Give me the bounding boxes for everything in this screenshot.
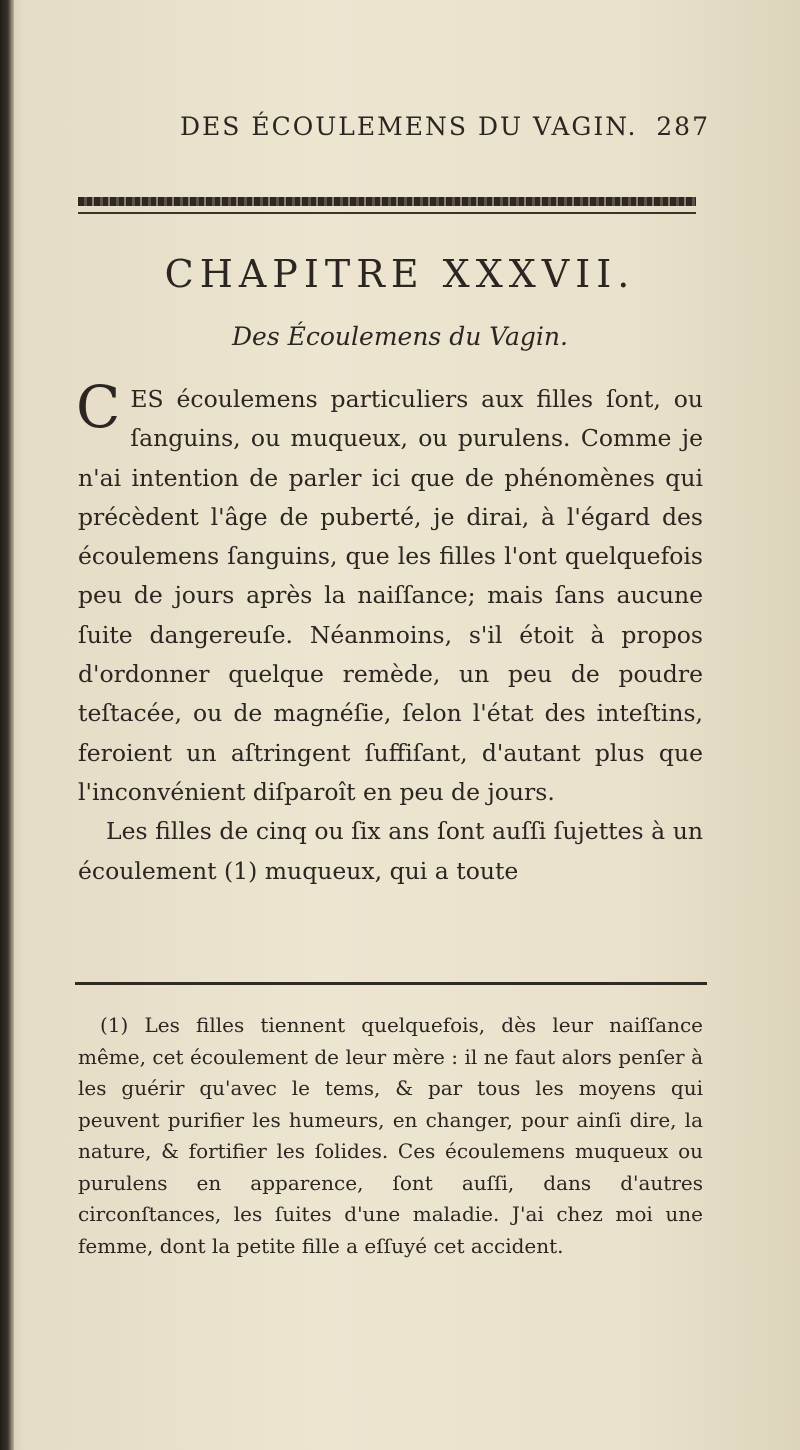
footnote-text: (1) Les filles tiennent quelquefois, dès leur naiſſance même, cet écoulement de leur mère : il ne faut alors penſer à les guérir qu'avec le tems, & par tous les moyens qui peuvent purifier les humeurs, en changer, pour ainſi dire, la nature, & fortifier les ſolides. Ces écoulemens muqueux ou purulens en apparence, ſont auſſi, dans d'autres circonſtances, les ſuites d'une maladie. J'ai chez moi une femme, dont la petite fille a eſſuyé cet accident. <box>78 1013 703 1258</box>
body-text <box>76 373 703 891</box>
chapter-subtitle: Des Écoulemens du Vagin. <box>232 322 568 351</box>
page-binding-edge <box>0 0 14 1450</box>
paragraph-2: Les filles de cinq ou ſix ans ſont auſſi ſujettes à un écoulement (1) muqueux, qui a toute <box>78 817 703 885</box>
running-head-title: DES ÉCOULEMENS DU VAGIN. <box>180 112 638 141</box>
header-ornament-band <box>78 197 696 206</box>
page-number: 287 <box>656 112 710 141</box>
footnote <box>78 1010 703 1262</box>
header-rule <box>78 212 696 214</box>
paragraph-1-text: ES écoulemens particuliers aux filles ſont, ou ſanguins, ou muqueux, ou purulens. Comme je n'ai intention de parler ici que de phénomènes qui précèdent l'âge de puberté, je dirai, à l'égard des écoulemens ſanguins, que les filles l'ont quelquefois peu de jours après la naiſſance; mais ſans aucune ſuite dangereuſe. Néanmoins, s'il étoit à propos d'ordonner quelque remède, un peu de poudre teſtacée, ou de magnéſie, ſelon l'état des inteſtins, feroient un aſtringent ſuffiſant, d'autant plus que l'inconvénient diſparoît en peu de jours. <box>78 385 703 806</box>
drop-cap: C <box>76 373 121 441</box>
running-head <box>180 112 710 152</box>
chapter-title: CHAPITRE XXXVII. <box>164 252 636 296</box>
paragraph-1 <box>76 373 703 812</box>
footnote-rule <box>75 982 707 985</box>
